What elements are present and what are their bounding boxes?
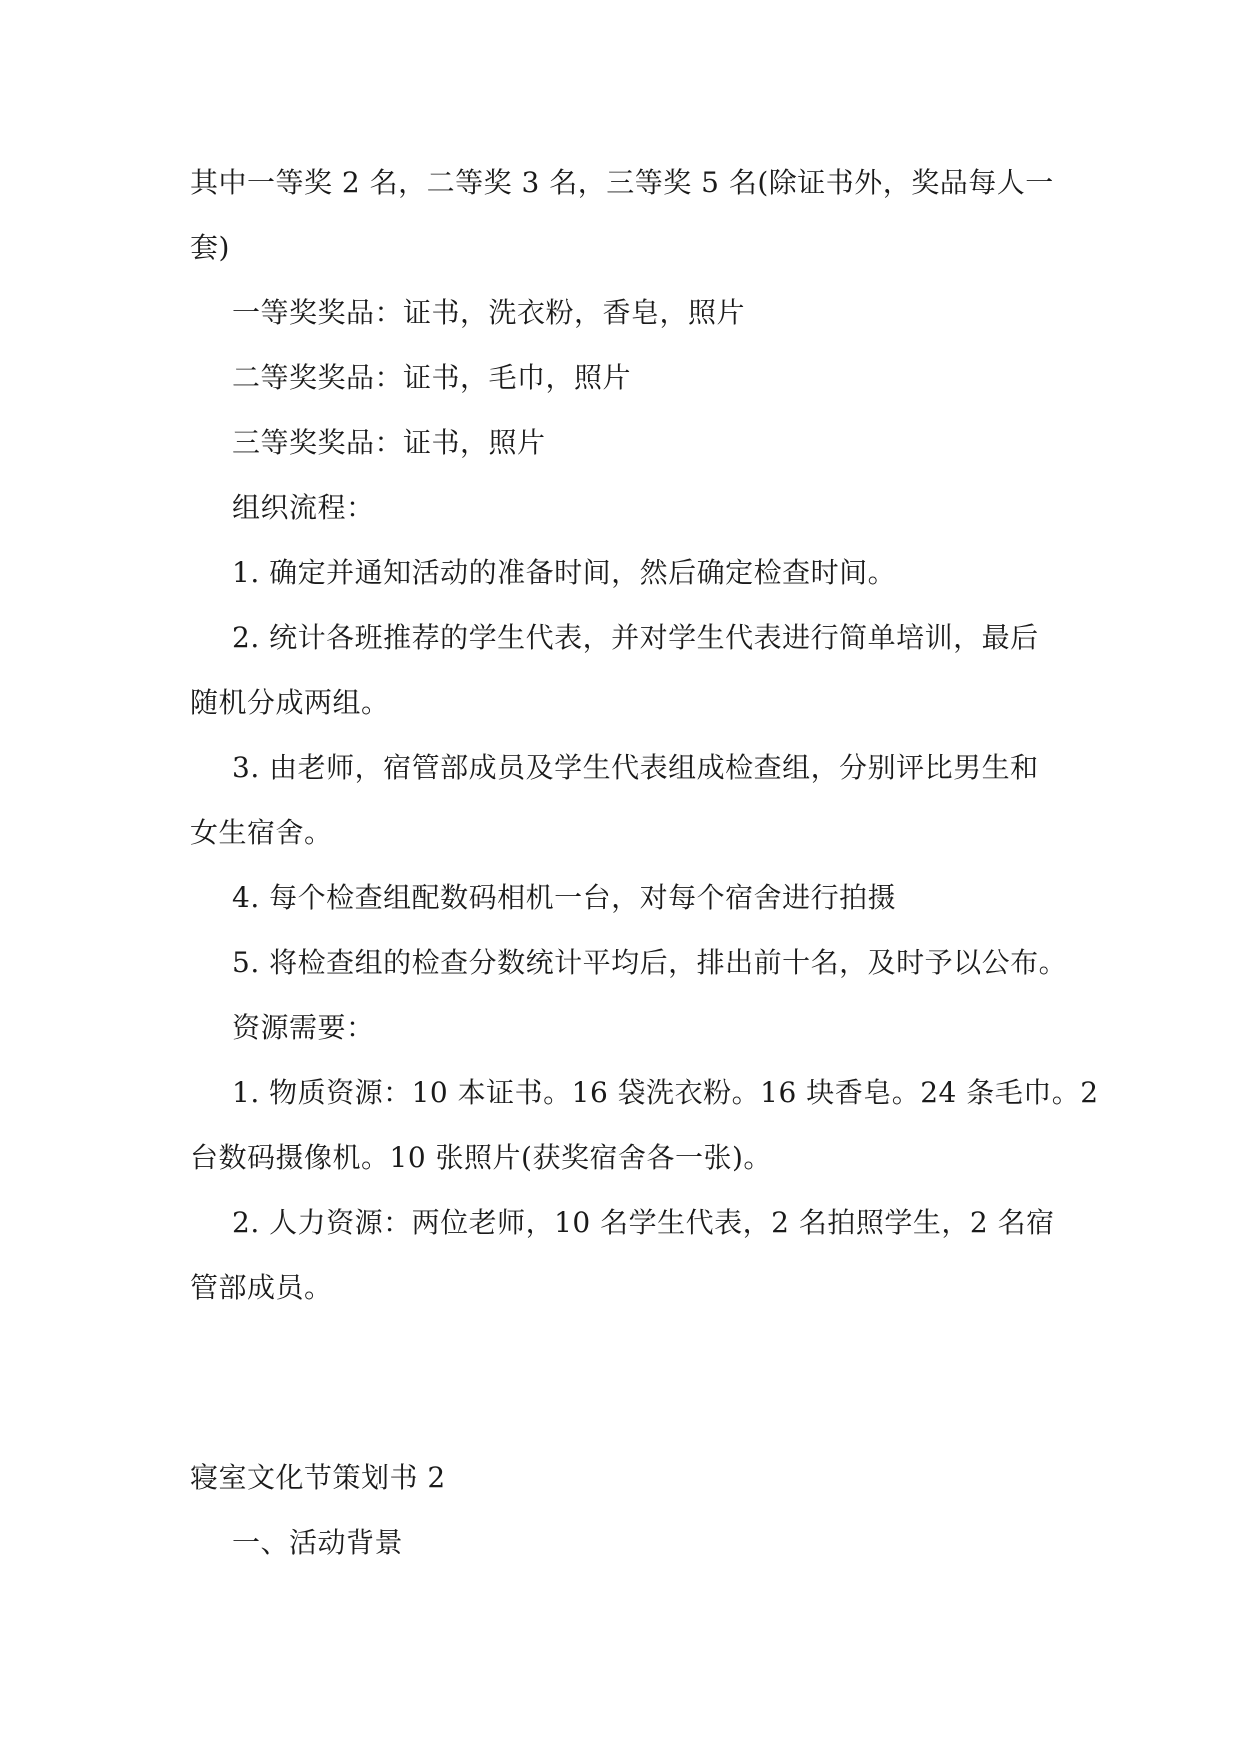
second-prize-items: 二等奖奖品：证书，毛巾，照片 bbox=[232, 361, 632, 394]
resources-heading: 资源需要： bbox=[232, 1011, 375, 1044]
process-step-5: 5. 将检查组的检查分数统计平均后，排出前十名，及时予以公布。 bbox=[232, 946, 1068, 979]
resources-material-cont: 台数码摄像机。10 张照片(获奖宿舍各一张)。 bbox=[190, 1141, 772, 1174]
section-title: 寝室文化节策划书 2 bbox=[190, 1461, 446, 1494]
process-step-3: 3. 由老师，宿管部成员及学生代表组成检查组，分别评比男生和 bbox=[232, 751, 1039, 784]
resources-human: 2. 人力资源：两位老师，10 名学生代表，2 名拍照学生，2 名宿 bbox=[232, 1206, 1055, 1239]
process-heading: 组织流程： bbox=[232, 491, 375, 524]
process-step-4: 4. 每个检查组配数码相机一台，对每个宿舍进行拍摄 bbox=[232, 881, 897, 914]
first-prize-items: 一等奖奖品：证书，洗衣粉，香皂，照片 bbox=[232, 296, 746, 329]
process-step-2-cont: 随机分成两组。 bbox=[190, 686, 390, 719]
paragraph-awards-count-cont: 套) bbox=[190, 231, 230, 264]
resources-human-cont: 管部成员。 bbox=[190, 1271, 333, 1304]
resources-material: 1. 物质资源：10 本证书。16 袋洗衣粉。16 块香皂。24 条毛巾。2 bbox=[232, 1076, 1099, 1109]
process-step-3-cont: 女生宿舍。 bbox=[190, 816, 333, 849]
third-prize-items: 三等奖奖品：证书，照片 bbox=[232, 426, 546, 459]
section-heading-background: 一、活动背景 bbox=[232, 1526, 404, 1559]
paragraph-awards-count: 其中一等奖 2 名，二等奖 3 名，三等奖 5 名(除证书外，奖品每人一 bbox=[190, 166, 1054, 199]
process-step-2: 2. 统计各班推荐的学生代表，并对学生代表进行简单培训，最后 bbox=[232, 621, 1039, 654]
process-step-1: 1. 确定并通知活动的准备时间，然后确定检查时间。 bbox=[232, 556, 897, 589]
